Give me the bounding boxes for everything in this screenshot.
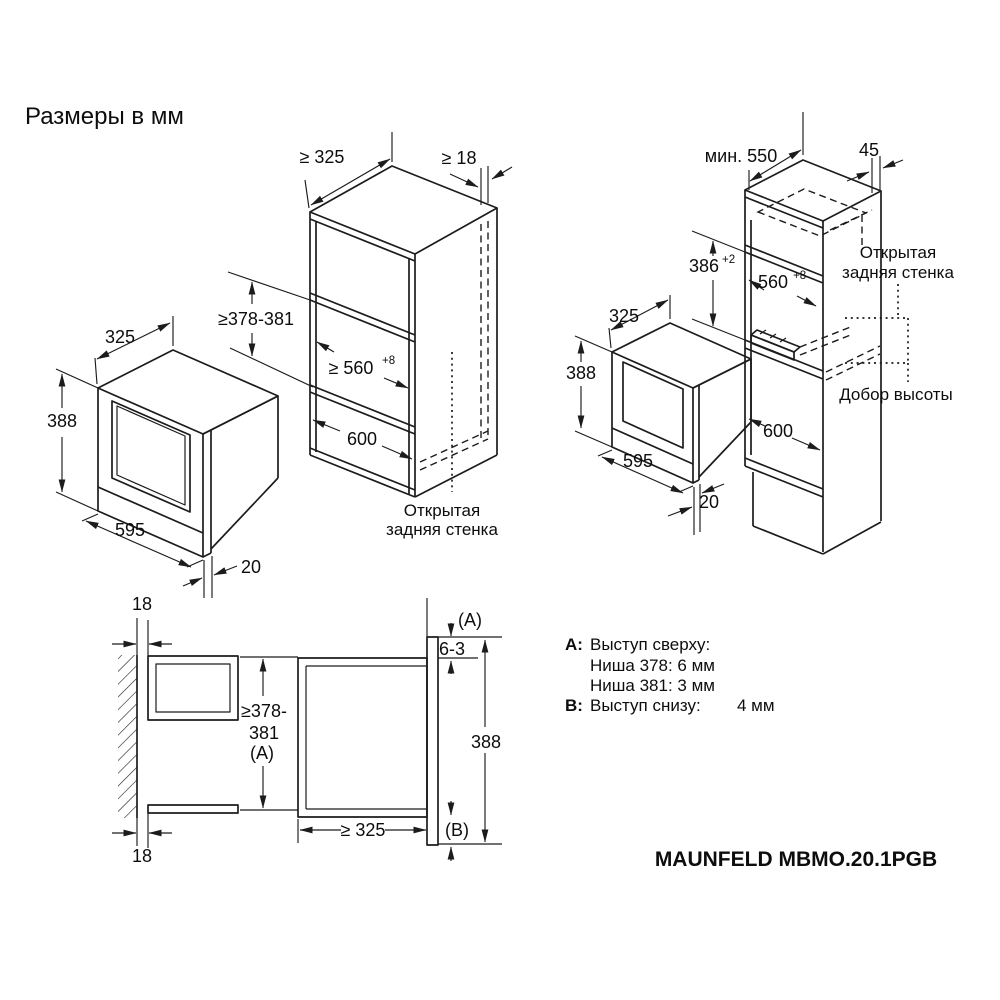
ext-line bbox=[137, 618, 148, 656]
arrow-left bbox=[847, 172, 869, 181]
leader-dots bbox=[845, 284, 908, 382]
dim-label: ≥378-381 bbox=[218, 309, 294, 329]
open-back-label-2: задняя стенка bbox=[386, 520, 498, 539]
dim-label: 18 bbox=[131, 846, 153, 866]
ext-line bbox=[692, 231, 745, 340]
front-right-edge bbox=[409, 254, 415, 497]
label-b: (B) bbox=[445, 820, 469, 840]
dim-inner-width-560 bbox=[317, 342, 408, 388]
strip-top bbox=[751, 330, 800, 352]
wall-hatch bbox=[118, 655, 137, 818]
dim-wall-18 bbox=[442, 148, 512, 205]
dim-depth-325 bbox=[300, 132, 392, 208]
bottom-panel bbox=[148, 805, 238, 813]
note-b-text: Выступ снизу: bbox=[590, 696, 701, 715]
arrow-right bbox=[792, 438, 820, 450]
arrow-left bbox=[450, 174, 478, 187]
page-title: Размеры в мм bbox=[25, 103, 184, 130]
diagram-tall-column bbox=[689, 112, 955, 554]
dim-label: 325 bbox=[608, 306, 640, 326]
dim-width-600 bbox=[749, 419, 820, 450]
dim-label-3: (A) bbox=[250, 743, 274, 763]
body-inner bbox=[306, 666, 427, 809]
notes-block bbox=[565, 635, 775, 715]
dim-label: 600 bbox=[762, 421, 794, 441]
hidden-lower-edges bbox=[826, 346, 880, 380]
arrow-right bbox=[384, 378, 408, 388]
dim-label: 6-3 bbox=[438, 639, 466, 659]
niche-top-edge bbox=[310, 293, 415, 342]
dim-overhang-a bbox=[439, 610, 482, 674]
arrow-left bbox=[317, 342, 334, 352]
dim-depth-550 bbox=[705, 112, 803, 190]
note-a-text: Выступ сверху: bbox=[590, 635, 711, 654]
top-face bbox=[612, 323, 751, 388]
dim-label: 388 bbox=[565, 363, 597, 383]
dim-door-20 bbox=[668, 484, 724, 535]
front-panel bbox=[427, 637, 438, 845]
door-side-edge bbox=[693, 385, 699, 483]
front-left-edge bbox=[745, 190, 751, 458]
door-face bbox=[98, 388, 203, 557]
front-left-edge bbox=[310, 212, 316, 455]
dim-depth-325 bbox=[298, 819, 426, 843]
housing-outer bbox=[148, 656, 238, 720]
housing-inner bbox=[156, 664, 230, 712]
hidden-shelf-top bbox=[758, 189, 866, 236]
ext-line bbox=[204, 556, 212, 598]
bottom-panel bbox=[745, 458, 823, 497]
dim-label: ≥ 325 bbox=[299, 147, 345, 167]
arrow-right bbox=[797, 296, 816, 306]
arrow-right bbox=[492, 167, 512, 179]
dim-label: 45 bbox=[858, 140, 880, 160]
top-face bbox=[745, 160, 881, 221]
dim-niche-height bbox=[240, 657, 298, 810]
dim-height-388 bbox=[47, 369, 98, 511]
arrow-left bbox=[183, 578, 202, 586]
arrow-left bbox=[668, 507, 692, 516]
filler-label: Добор высоты bbox=[839, 385, 953, 404]
model-name: MAUNFELD MBMO.20.1PGB bbox=[654, 848, 938, 871]
dim-label-sup: +8 bbox=[793, 270, 807, 282]
open-back-label-1: Открытая bbox=[859, 243, 937, 262]
dim-label: ≥ 325 bbox=[340, 820, 386, 840]
arrow-right bbox=[214, 566, 237, 575]
note-a-line1: Ниша 378: 6 мм bbox=[590, 656, 715, 675]
dim-overhang-b bbox=[445, 801, 469, 861]
ext-line bbox=[305, 132, 392, 208]
dim-width-600 bbox=[313, 420, 412, 459]
dim-label: ≥ 560 bbox=[328, 358, 374, 378]
dim-door-20 bbox=[183, 556, 261, 598]
dim-label: 386 bbox=[688, 256, 720, 276]
dim-gap-top-18 bbox=[112, 594, 172, 656]
open-back-label-2: задняя стенка bbox=[842, 263, 954, 282]
strip-hidden bbox=[800, 326, 853, 355]
dim-width-595 bbox=[82, 514, 203, 567]
dim-depth-325 bbox=[609, 295, 670, 348]
dim-label: мин. 550 bbox=[704, 146, 778, 166]
dim-label: 600 bbox=[346, 429, 378, 449]
dim-niche-height bbox=[218, 272, 313, 387]
dim-label-sup: +8 bbox=[382, 355, 396, 367]
door-side-edge bbox=[203, 430, 211, 557]
dim-label: 388 bbox=[470, 732, 502, 752]
open-back-dashed-vertical bbox=[481, 221, 488, 440]
door-window bbox=[112, 401, 190, 512]
open-back-leader bbox=[839, 243, 954, 404]
dim-label-2: 381 bbox=[248, 723, 280, 743]
note-a-prefix: A: bbox=[565, 635, 583, 654]
diagram-side-section bbox=[298, 598, 502, 861]
dim-inner-width-560 bbox=[749, 270, 816, 306]
right-face bbox=[211, 396, 278, 549]
dim-label: 560 bbox=[757, 272, 789, 292]
dim-label-1: ≥378- bbox=[241, 701, 287, 721]
arrow-right bbox=[883, 160, 903, 168]
arrow-right bbox=[382, 446, 412, 459]
dim-label: 595 bbox=[114, 520, 146, 540]
bottom-front-edge bbox=[310, 448, 415, 497]
dim-label: 20 bbox=[698, 492, 720, 512]
diagram-microwave-left bbox=[47, 316, 278, 598]
right-face bbox=[699, 359, 751, 477]
top-face bbox=[98, 350, 278, 434]
note-b-prefix: B: bbox=[565, 696, 583, 715]
top-face bbox=[310, 166, 497, 254]
dim-gap-bottom-18 bbox=[112, 813, 172, 866]
dim-back-strip-45 bbox=[847, 140, 903, 193]
dim-width-595 bbox=[598, 450, 693, 493]
top-panel-thickness bbox=[310, 219, 415, 261]
ext-line bbox=[481, 166, 488, 205]
dim-label: 20 bbox=[240, 557, 262, 577]
diagram-wall-section bbox=[112, 594, 298, 866]
dim-height-388 bbox=[471, 640, 501, 842]
dim-label: 595 bbox=[622, 451, 654, 471]
dim-height-388 bbox=[566, 336, 612, 447]
label-a: (A) bbox=[458, 610, 482, 630]
dim-label: ≥ 18 bbox=[441, 148, 477, 168]
body-outer bbox=[298, 658, 427, 817]
dim-depth-325 bbox=[95, 316, 173, 384]
dim-label: 325 bbox=[104, 327, 136, 347]
dim-niche-height-386 bbox=[689, 231, 745, 340]
diagram-niche-cabinet bbox=[218, 132, 512, 539]
dim-label: 388 bbox=[46, 411, 78, 431]
dim-label-sup: +2 bbox=[722, 254, 736, 266]
ext-line bbox=[228, 272, 313, 387]
arrow-left bbox=[313, 420, 340, 431]
top-panel-thickness bbox=[745, 197, 823, 228]
ext-line bbox=[137, 813, 148, 848]
door-window bbox=[623, 362, 683, 448]
dim-label: 18 bbox=[131, 594, 153, 614]
open-back-label-1: Открытая bbox=[403, 501, 481, 520]
note-b-value: 4 мм bbox=[737, 696, 775, 715]
filler-strip bbox=[751, 326, 853, 360]
niche-floor-edge bbox=[310, 385, 415, 434]
plinth bbox=[753, 472, 881, 554]
note-a-line2: Ниша 381: 3 мм bbox=[590, 676, 715, 695]
